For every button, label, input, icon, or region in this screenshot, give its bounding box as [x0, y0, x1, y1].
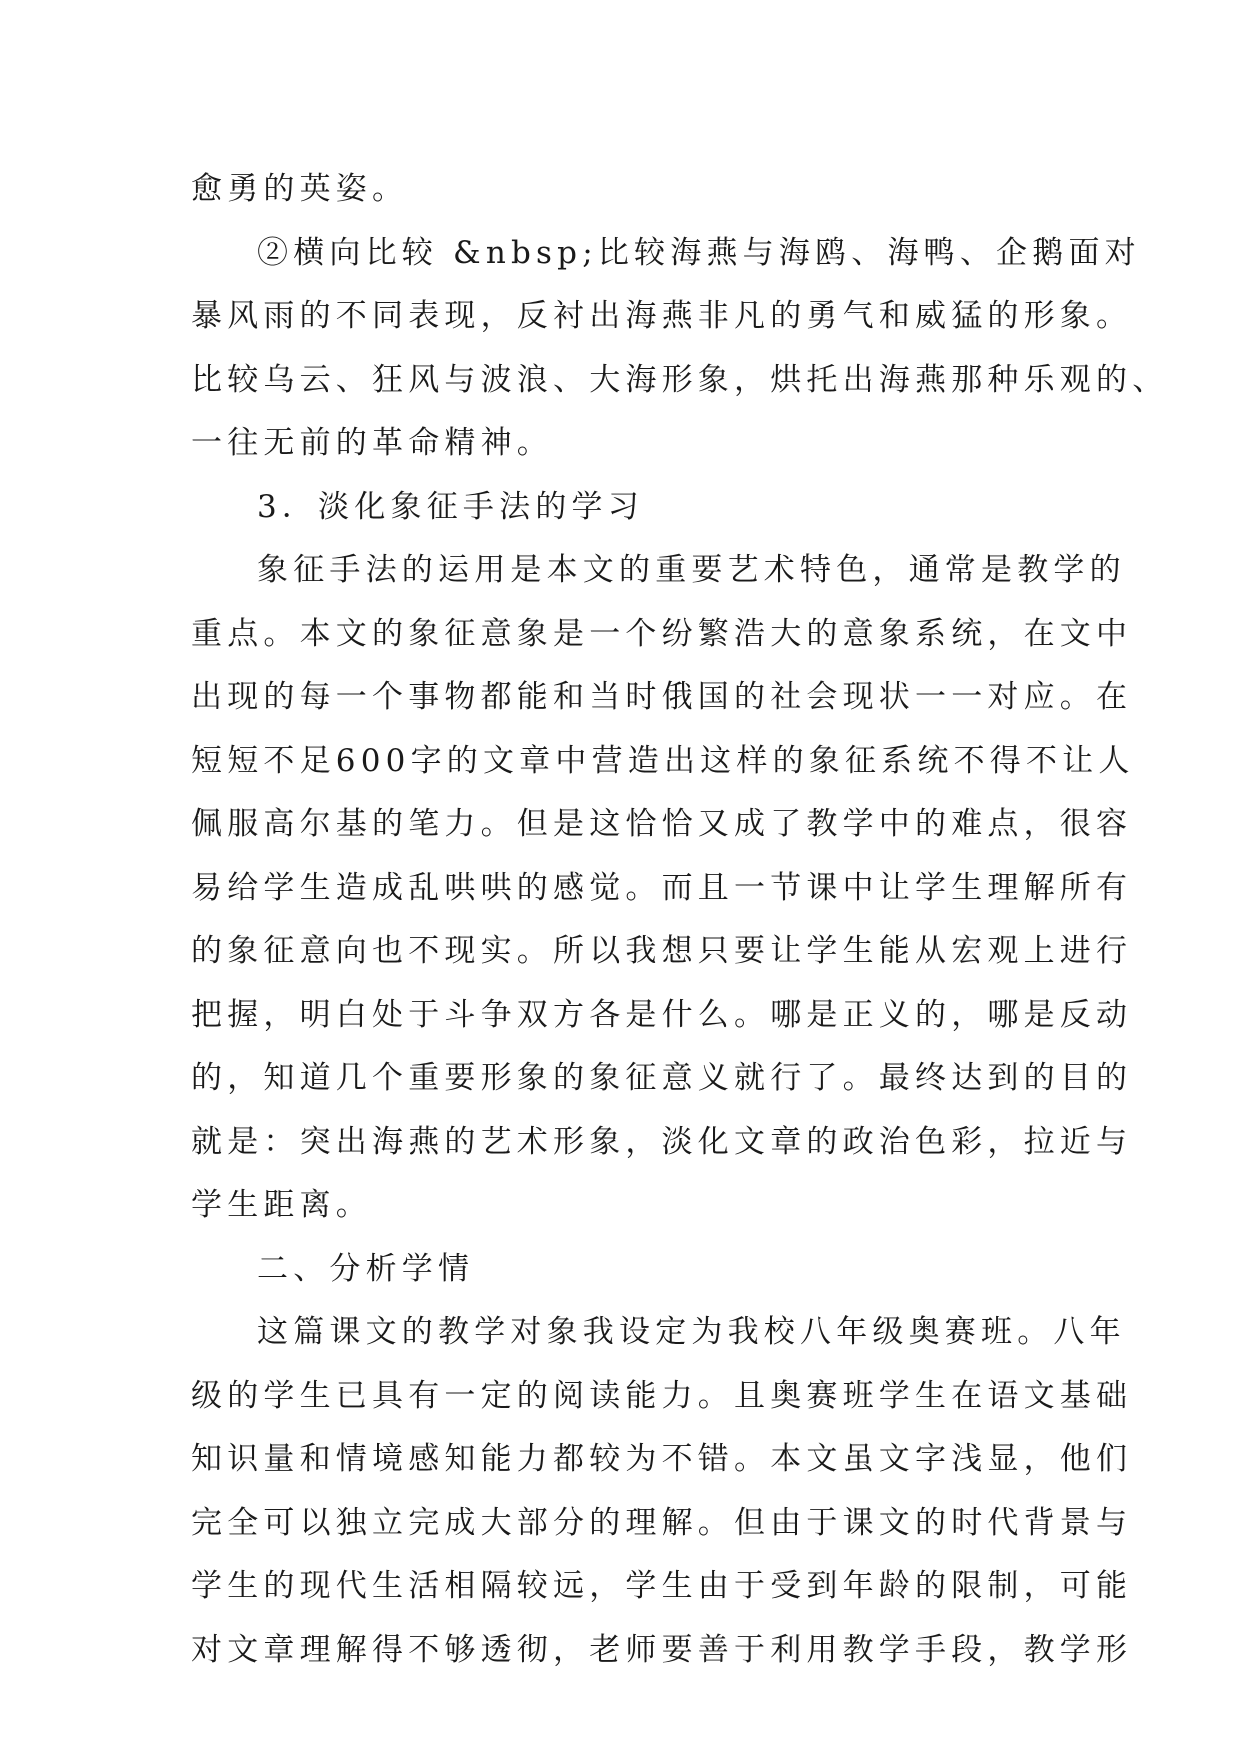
text-line: 象征手法的运用是本文的重要艺术特色，通常是教学的	[257, 552, 1126, 588]
text-line: 级的学生已具有一定的阅读能力。且奥赛班学生在语文基础	[191, 1377, 1133, 1414]
text-line: 的象征意向也不现实。所以我想只要让学生能从宏观上进行	[191, 933, 1133, 969]
text-line: 知识量和情境感知能力都较为不错。本文虽文字浅显，他们	[191, 1441, 1133, 1477]
text-line: 学生距离。	[191, 1187, 372, 1223]
text-line: 一往无前的革命精神。	[191, 425, 553, 461]
text-line: 佩服高尔基的笔力。但是这恰恰又成了教学中的难点，很容	[191, 806, 1133, 842]
section-heading: 3．淡化象征手法的学习	[257, 488, 644, 525]
text-line: 短短不足600字的文章中营造出这样的象征系统不得不让人	[191, 742, 1135, 779]
text-line: 把握，明白处于斗争双方各是什么。哪是正义的，哪是反动	[191, 996, 1133, 1033]
section-heading: 二、分析学情	[257, 1250, 475, 1287]
text-line: 易给学生造成乱哄哄的感觉。而且一节课中让学生理解所有	[191, 869, 1133, 906]
text-line: 学生的现代生活相隔较远，学生由于受到年龄的限制，可能	[191, 1568, 1133, 1604]
text-line: ②横向比较 &nbsp;比较海燕与海鸥、海鸭、企鹅面对	[257, 234, 1141, 271]
text-line: 暴风雨的不同表现，反衬出海燕非凡的勇气和威猛的形象。	[191, 298, 1133, 334]
text-line: 出现的每一个事物都能和当时俄国的社会现状一一对应。在	[191, 679, 1133, 715]
text-line: 就是：突出海燕的艺术形象，淡化文章的政治色彩，拉近与	[191, 1123, 1133, 1160]
text-line: 对文章理解得不够透彻，老师要善于利用教学手段，教学形	[191, 1631, 1133, 1668]
text-line: 愈勇的英姿。	[191, 171, 409, 207]
document-body	[191, 158, 1169, 1682]
text-line: 完全可以独立完成大部分的理解。但由于课文的时代背景与	[191, 1504, 1133, 1541]
text-line: 重点。本文的象征意象是一个纷繁浩大的意象系统，在文中	[191, 615, 1133, 652]
text-line: 的，知道几个重要形象的象征意义就行了。最终达到的目的	[191, 1060, 1133, 1096]
text-line: 比较乌云、狂风与波浪、大海形象，烘托出海燕那种乐观的、	[191, 361, 1169, 398]
text-line: 这篇课文的教学对象我设定为我校八年级奥赛班。八年	[257, 1314, 1126, 1350]
